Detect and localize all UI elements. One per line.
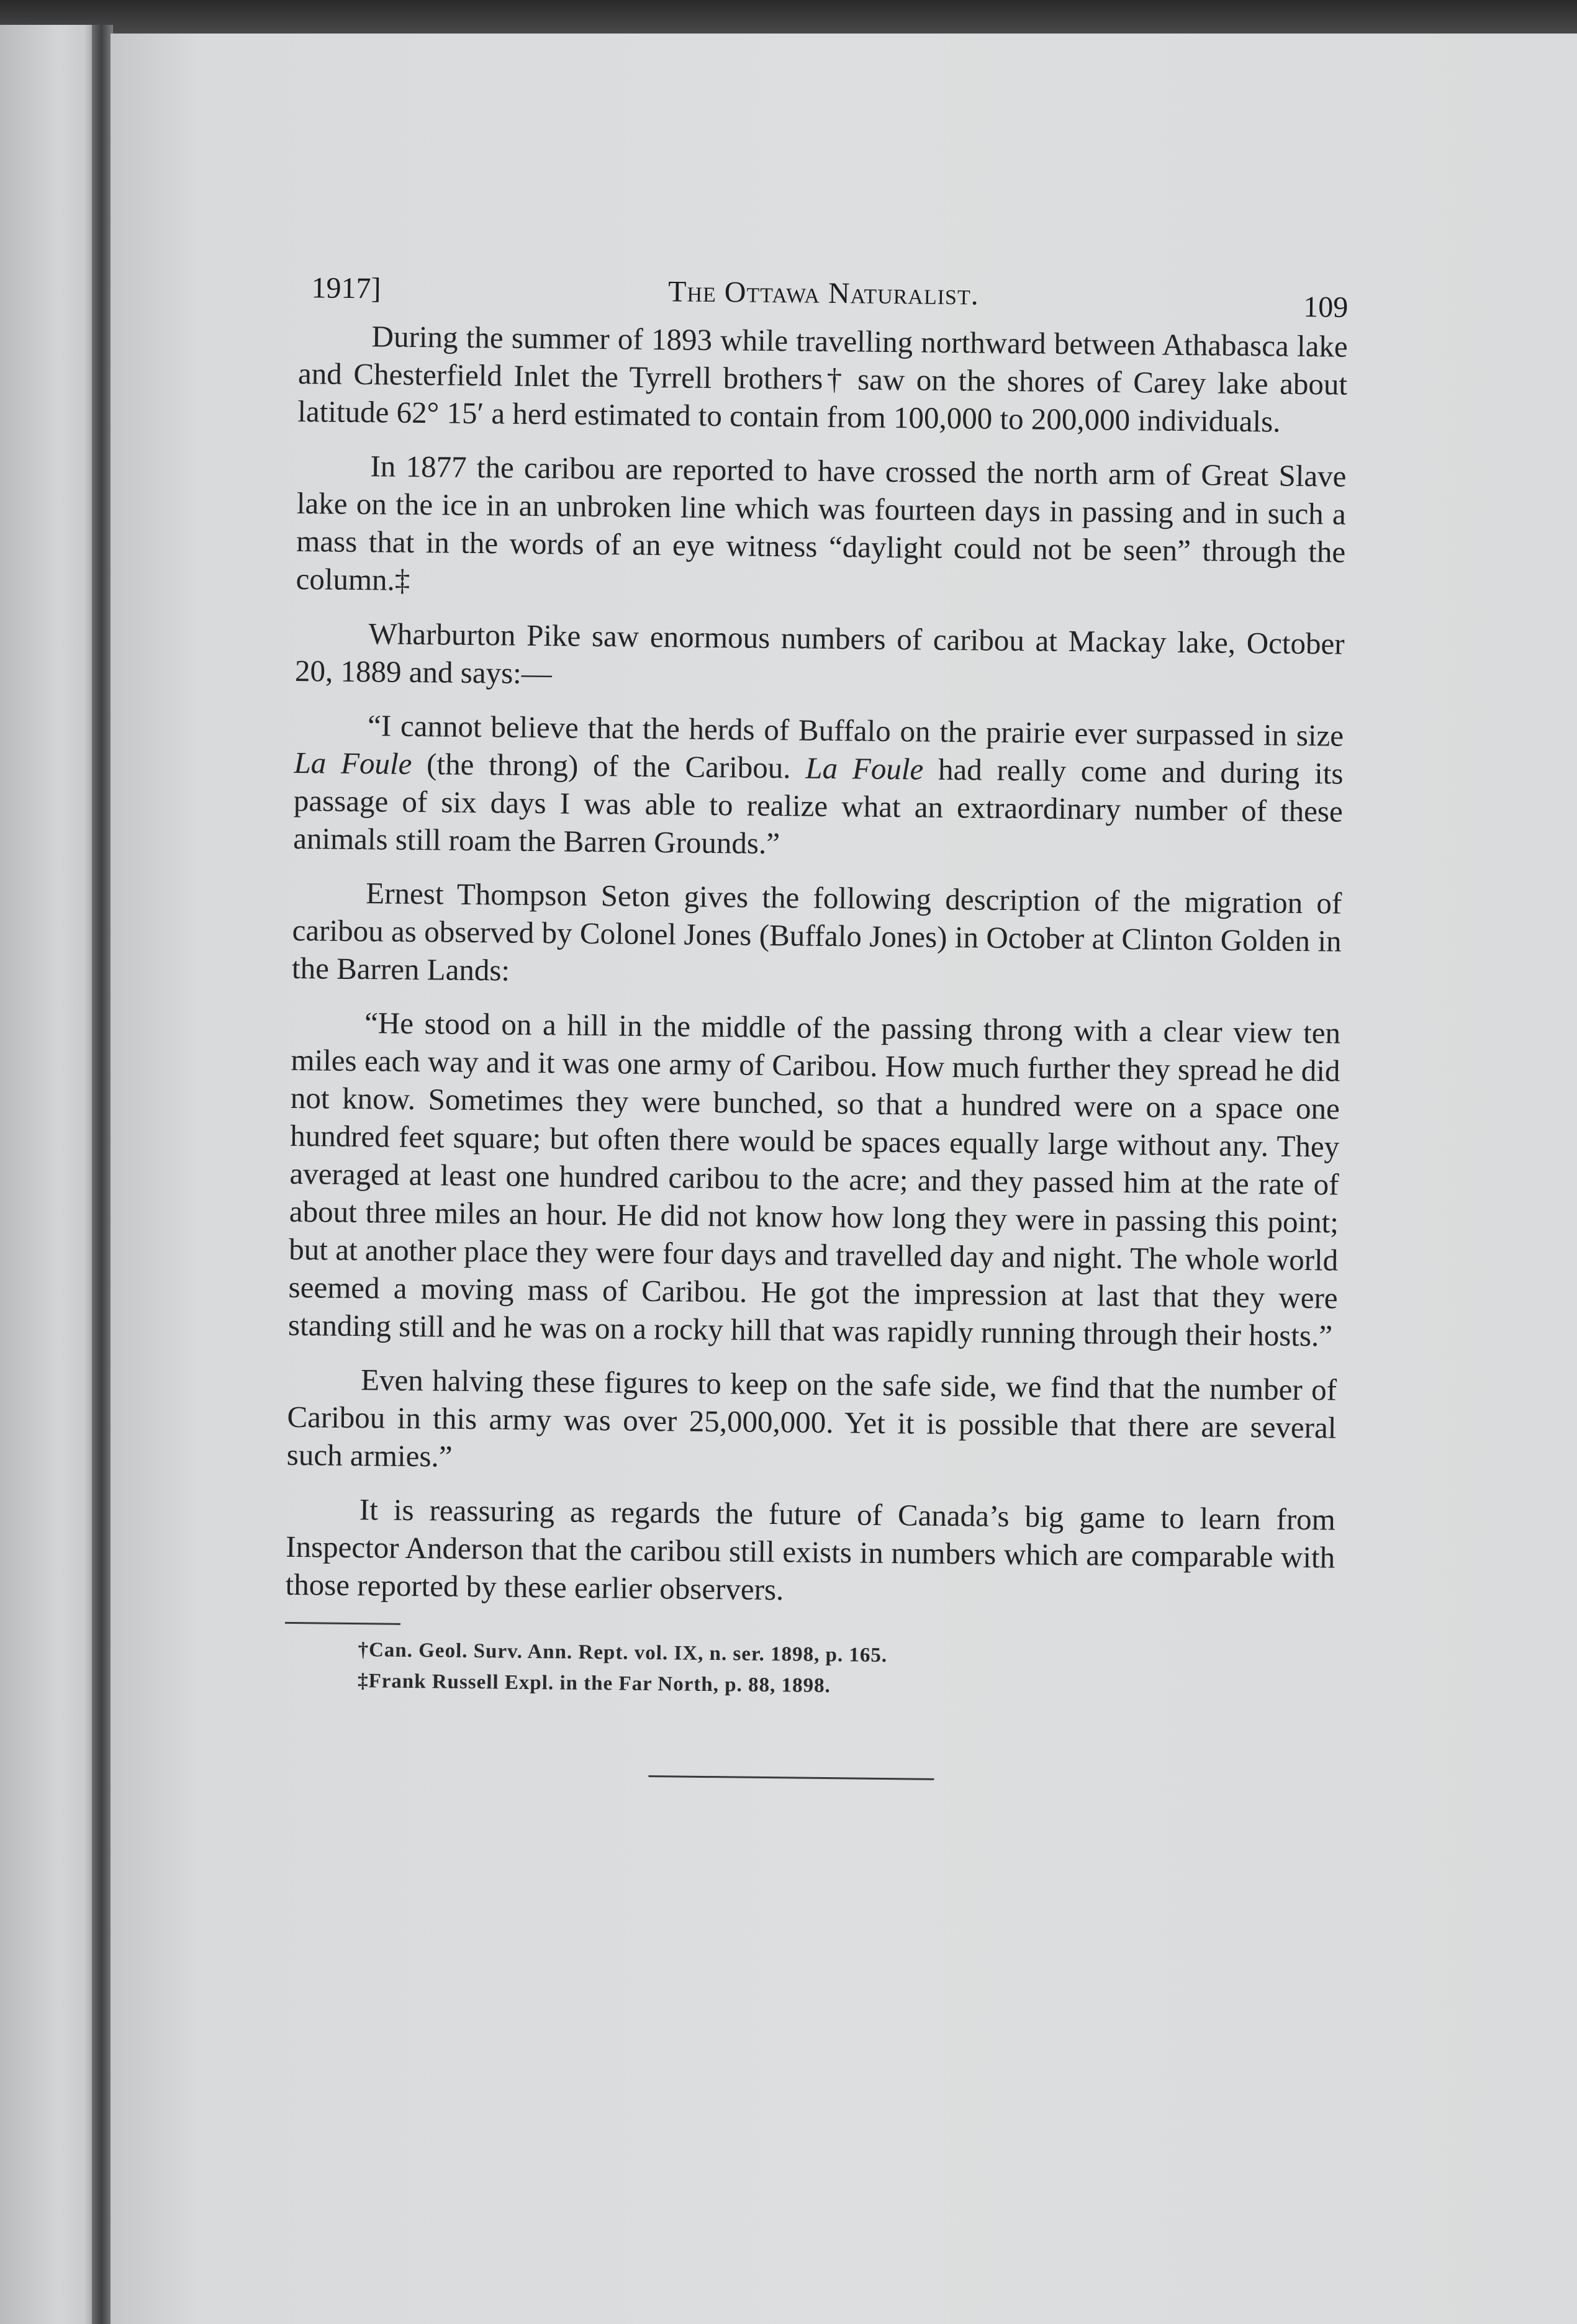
book-gutter	[92, 25, 113, 2324]
paragraph	[296, 446, 1346, 609]
paragraph	[297, 317, 1348, 441]
paragraph	[288, 1003, 1341, 1355]
footnotes	[284, 1635, 1334, 1706]
text-run: It is reassuring as regards the future of Canada’s big game to learn from Inspector Anderson that the caribou still exists in numbers which are comparable with those reported by these earlier observers.	[285, 1492, 1336, 1607]
paragraph	[292, 873, 1342, 998]
running-head-title: The Ottawa Naturalist.	[667, 275, 980, 312]
paragraph	[285, 1490, 1335, 1615]
text-column	[283, 261, 1348, 1785]
text-run: “He stood on a hill in the middle of the passing throng with a clear view ten miles each way and it was one army of Caribou. How much further they spread he did not know. Sometimes they were bunched, so that a hundred were on a space one hundred feet square; but often there would be spaces equally large without any. They averaged at least one hundred caribou to the acre; and they passed him at the rate of about three miles an hour. He did not know how long they were in passing this point; but at another place they were four days and travelled day and night. The whole world seemed a moving mass of Caribou. He got the impression at last that they were standing still and he was on a rocky hill that was rapidly running through their hosts.”	[287, 1006, 1341, 1353]
text-run: (the throng) of the Caribou.	[412, 746, 806, 785]
italic-phrase: La Foule	[805, 750, 924, 786]
paragraph	[293, 706, 1344, 868]
footnote: †Can. Geol. Surv. Ann. Rept. vol. IX, n. ser. 1898, p. 165.	[358, 1639, 888, 1667]
text-run: Wharburton Pike saw enormous numbers of caribou at Mackay lake, October 20, 1889 and says:—	[294, 616, 1345, 691]
facing-page-edge	[0, 25, 99, 2324]
text-run: “I cannot believe that the herds of Buffalo on the prairie ever surpassed in size	[367, 708, 1344, 753]
text-run: During the summer of 1893 while travelling northward between Athabasca lake and Chesterfield Inlet the Tyrrell brothers† saw on the shores of Carey lake about latitude 62° 15′ a herd estimated to contain from 100,000 to 200,000 individuals.	[297, 319, 1348, 439]
italic-phrase: La Foule	[294, 745, 412, 781]
scan-top-edge	[0, 0, 1577, 35]
text-run: Ernest Thompson Seton gives the following description of the migration of caribou as observed by Colonel Jones (Buffalo Jones) in October at Clinton Golden in the Barren Lands:	[291, 876, 1342, 988]
paragraph	[287, 1360, 1337, 1485]
footnote-divider	[285, 1622, 400, 1625]
footnote: ‡Frank Russell Expl. in the Far North, p. 88, 1898.	[357, 1670, 831, 1698]
body-text	[285, 317, 1348, 1615]
text-run: had really come and during its passage of six days I was able to realize what an extraordinary number of these animals still roam the Barren Grounds.”	[292, 752, 1344, 861]
paragraph	[295, 614, 1345, 701]
text-run: Even halving these figures to keep on the safe side, we find that the number of Caribou in this army was over 25,000,000. Yet it is possible that there are several such armies.”	[286, 1362, 1337, 1474]
text-run: In 1877 the caribou are reported to have crossed the north arm of Great Slave lake on the ice in an unbroken line which was fourteen days in passing and in such a mass that in the words of an eye witness “daylight could not be seen” through the column.‡	[296, 449, 1347, 597]
running-head	[299, 261, 1349, 328]
page-number: 109	[1303, 290, 1349, 324]
running-head-year: 1917]	[311, 271, 381, 305]
